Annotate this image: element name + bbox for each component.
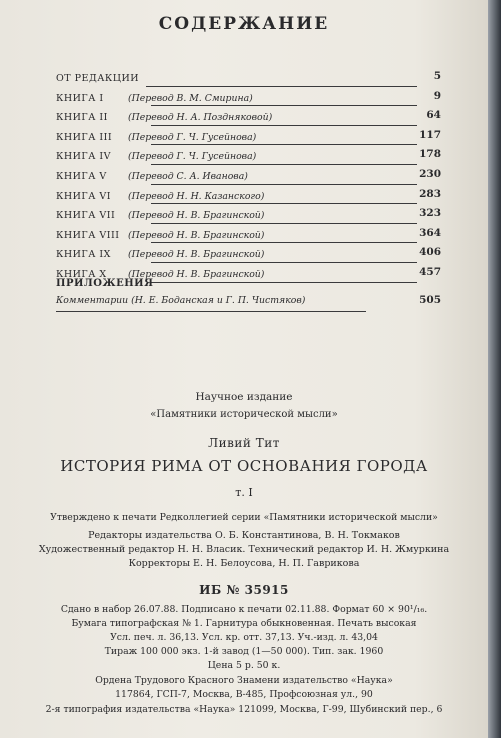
toc-entry-page: 364 bbox=[419, 226, 441, 239]
contents-heading: СОДЕРЖАНИЕ bbox=[158, 14, 330, 34]
leader-line bbox=[151, 164, 417, 165]
toc-entry-page: 64 bbox=[426, 109, 441, 122]
leader-line bbox=[151, 144, 417, 145]
toc-entry-translator: (Перевод Н. Н. Казанского) bbox=[128, 190, 265, 202]
toc-entry-page: 9 bbox=[433, 89, 441, 102]
toc-entry-translator: (Перевод Н. В. Брагинской) bbox=[128, 268, 265, 280]
toc-entry bbox=[56, 246, 441, 266]
toc-entry-page: 117 bbox=[419, 128, 441, 141]
leader-line bbox=[151, 105, 417, 106]
volume-number: т. I bbox=[235, 486, 253, 499]
toc-entry-label: КНИГА II bbox=[56, 112, 108, 124]
print-detail: Тираж 100 000 экз. 1-й завод (1—50 000). Тип. зак. 1960 bbox=[104, 646, 384, 657]
toc-entry-translator: (Перевод Н. В. Брагинской) bbox=[128, 210, 265, 222]
leader-line bbox=[56, 311, 366, 312]
publisher-name: Ордена Трудового Красного Знамени издательство «Наука» bbox=[95, 675, 393, 686]
publisher-id: ИБ № 35915 bbox=[199, 583, 289, 597]
page-edge-shadow bbox=[488, 0, 501, 738]
staff-line: Корректоры Е. Н. Белоусова, Н. П. Гаврикова bbox=[128, 558, 360, 569]
print-detail: Усл. печ. л. 36,13. Усл. кр. отт. 37,13. Уч.-изд. л. 43,04 bbox=[110, 632, 378, 643]
toc-entry-page: 323 bbox=[419, 207, 441, 220]
leader-line bbox=[151, 203, 417, 204]
leader-line bbox=[146, 86, 417, 87]
staff-line: Редакторы издательства О. Б. Константинова, В. Н. Токмаков bbox=[88, 530, 400, 541]
staff-line: Художественный редактор Н. Н. Власик. Технический редактор И. Н. Жмуркина bbox=[38, 544, 450, 555]
toc-entry-label: КНИГА VII bbox=[56, 210, 116, 222]
toc-entry bbox=[56, 70, 441, 90]
print-detail: Бумага типографская № 1. Гарнитура обыкновенная. Печать высокая bbox=[71, 618, 417, 629]
commentary-entry bbox=[56, 295, 441, 306]
toc-entry-label: КНИГА IX bbox=[56, 249, 111, 261]
toc-entry bbox=[56, 188, 441, 208]
toc-entry-translator: (Перевод Н. В. Брагинской) bbox=[128, 229, 265, 241]
toc-entry bbox=[56, 109, 441, 129]
publisher-address: 117864, ГСП-7, Москва, В-485, Профсоюзная ул., 90 bbox=[115, 689, 373, 700]
leader-line bbox=[151, 184, 417, 185]
toc-entry bbox=[56, 207, 441, 227]
toc-entry-label: КНИГА VIII bbox=[56, 229, 120, 241]
toc-entry-page: 406 bbox=[419, 246, 441, 259]
toc-entry-label: ОТ РЕДАКЦИИ bbox=[56, 73, 140, 84]
print-detail: Сдано в набор 26.07.88. Подписано к печати 02.11.88. Формат 60 × 90¹/₁₆. bbox=[60, 604, 428, 615]
leader-line bbox=[151, 262, 417, 263]
toc-entry-page: 230 bbox=[419, 167, 441, 180]
leader-line bbox=[151, 242, 417, 243]
toc-entry bbox=[56, 148, 441, 168]
leader-line bbox=[151, 282, 417, 283]
toc-entry-label: КНИГА X bbox=[56, 268, 107, 280]
toc-entry-label: КНИГА I bbox=[56, 92, 104, 104]
book-title: ИСТОРИЯ РИМА ОТ ОСНОВАНИЯ ГОРОДА bbox=[60, 457, 428, 475]
toc-entry bbox=[56, 168, 441, 188]
toc-entry bbox=[56, 227, 441, 247]
commentary-page: 505 bbox=[419, 294, 441, 306]
appendix-heading: ПРИЛОЖЕНИЯ bbox=[56, 278, 154, 289]
toc-entry bbox=[56, 90, 441, 110]
toc-entry-label: КНИГА V bbox=[56, 170, 107, 182]
author-name: Ливий Тит bbox=[208, 436, 280, 450]
leader-line bbox=[151, 125, 417, 126]
toc-entry-page: 5 bbox=[433, 70, 441, 82]
toc-entry-translator: (Перевод Г. Ч. Гусейнова) bbox=[128, 151, 257, 163]
toc-entry-translator: (Перевод В. М. Смирина) bbox=[128, 92, 253, 104]
toc-entry bbox=[56, 129, 441, 149]
table-of-contents bbox=[56, 70, 441, 286]
approval-line: Утверждено к печати Редколлегией серии «Памятники исторической мысли» bbox=[50, 512, 438, 523]
toc-entry-translator: (Перевод Н. В. Брагинской) bbox=[128, 249, 265, 261]
price: Цена 5 р. 50 к. bbox=[207, 660, 281, 671]
toc-entry-label: КНИГА III bbox=[56, 131, 113, 143]
toc-entry-translator: (Перевод С. А. Иванова) bbox=[128, 170, 248, 182]
toc-entry-translator: (Перевод Г. Ч. Гусейнова) bbox=[128, 131, 257, 143]
toc-entry-page: 283 bbox=[419, 187, 441, 200]
leader-line bbox=[151, 223, 417, 224]
toc-entry-translator: (Перевод Н. А. Поздняковой) bbox=[128, 112, 273, 124]
commentary-label: Комментарии (Н. Е. Боданская и Г. П. Чистяков) bbox=[56, 295, 306, 306]
printer-address: 2-я типография издательства «Наука» 121099, Москва, Г-99, Шубинский пер., 6 bbox=[45, 704, 443, 715]
toc-entry-page: 178 bbox=[419, 148, 441, 161]
edition-type: Научное издание bbox=[195, 391, 293, 403]
series-name: «Памятники исторической мысли» bbox=[150, 409, 338, 420]
toc-entry-label: КНИГА IV bbox=[56, 151, 112, 163]
toc-entry-page: 457 bbox=[419, 265, 441, 278]
toc-entry-label: КНИГА VI bbox=[56, 190, 112, 202]
